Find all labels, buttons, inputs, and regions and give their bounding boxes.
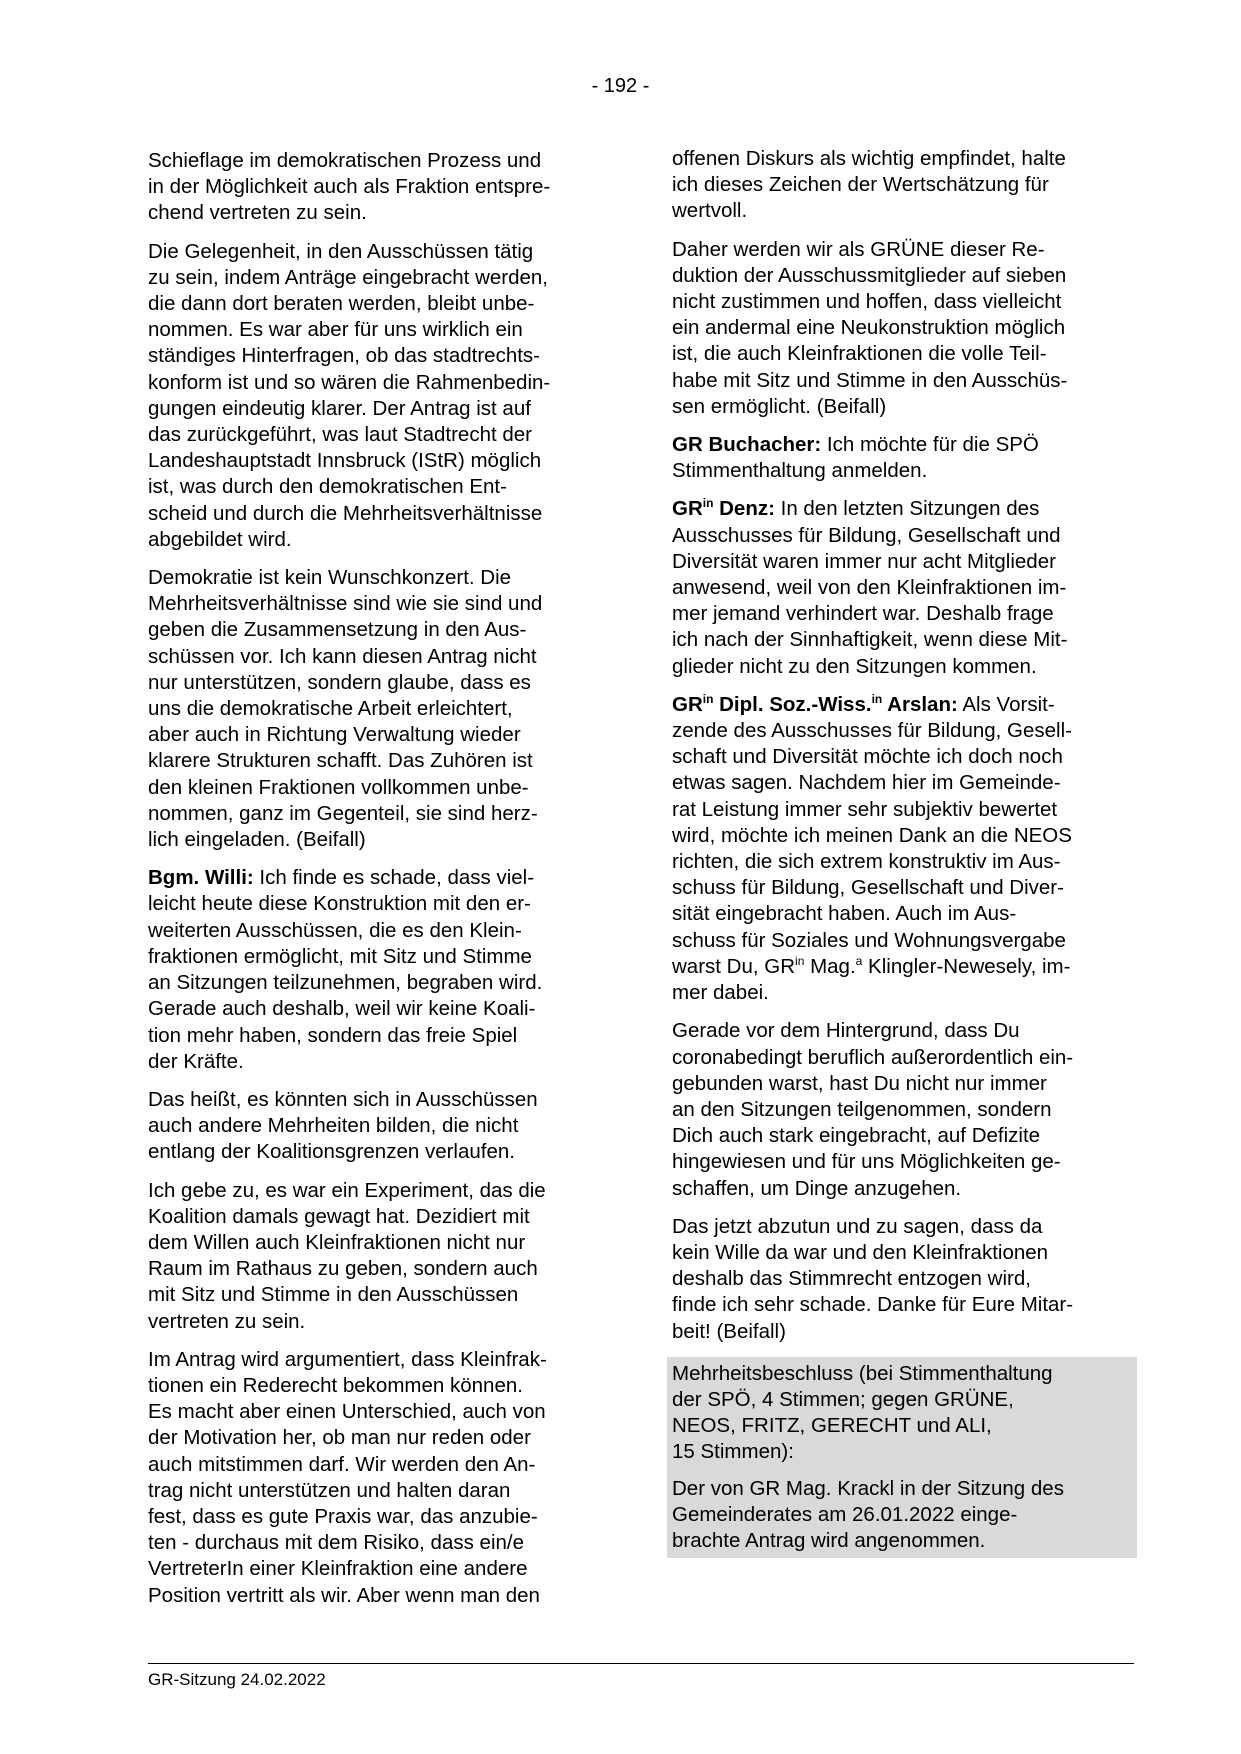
speaker-degree: Dipl. Soz.-Wiss. — [713, 692, 872, 716]
speaker-name: GR Buchacher: — [672, 433, 822, 457]
paragraph: offenen Diskurs als wichtig empfindet, halte ich dieses Zeichen der Wertschätzung für wertvoll. — [672, 147, 1066, 223]
speech-buchacher — [672, 432, 1132, 484]
left-column — [148, 148, 600, 1621]
title-suffix: a — [855, 953, 863, 968]
speech-text: Ich finde es schade, dass viel- leicht heute diese Konstruktion mit den er- weiterten Ausschüssen, die es den Klein- fraktionen ermöglicht, mit Sitz und Stimme an Sitzungen teilzunehmen, begraben wird. Gerade auch deshalb, weil wir keine Koali- tion mehr haben, sondern das freie Spiel der Kräfte. — [148, 866, 543, 1073]
resolution-vote: Mehrheitsbeschluss (bei Stimmenthaltung der SPÖ, 4 Stimmen; gegen GRÜNE, NEOS, FRITZ, GERECHT und ALI, 15 Stimmen): — [672, 1361, 1053, 1464]
speech-text: Ich möchte für die SPÖ Stimmenthaltung anmelden. — [672, 433, 1039, 483]
footer-divider — [148, 1663, 1134, 1664]
speaker-title-suffix: in — [702, 691, 714, 706]
speech-denz — [672, 496, 1132, 679]
paragraph: Ich gebe zu, es war ein Experiment, das die Koalition damals gewagt hat. Dezidiert mit dem Willen auch Kleinfraktionen nicht nur Raum im Rathaus zu geben, sondern auch mit Sitz und Stimme in den Ausschüssen vertreten zu sein. — [148, 1178, 546, 1333]
speech-text: In den letzten Sitzungen des Ausschusses für Bildung, Gesellschaft und Diversität waren immer nur acht Mitglieder anwesend, weil von den Kleinfraktionen im- mer jemand verhindert war. Deshalb frage ich nach der Sinnhaftigkeit, wenn diese Mit- glieder nicht zu den Sitzungen kommen. — [672, 497, 1068, 678]
paragraph: Gerade vor dem Hintergrund, dass Du coronabedingt beruflich außerordentlich ein- gebunden warst, hast Du nicht nur immer an den Sitzungen teilgenommen, sondern Dich auch stark eingebracht, auf Defizite hingewiesen und für uns Möglichkeiten ge- schaffen, um Dinge anzugehen. — [672, 1019, 1074, 1200]
speaker-name — [672, 693, 958, 716]
speaker-name — [672, 497, 775, 520]
paragraph: Das jetzt abzutun und zu sagen, dass da kein Wille da war und den Kleinfraktionen deshalb das Stimmrecht entzogen wird, finde ich sehr schade. Danke für Eure Mitar- beit! (Beifall) — [672, 1214, 1074, 1343]
resolution-text: Der von GR Mag. Krackl in der Sitzung des Gemeinderates am 26.01.2022 einge- brachte Antrag wird angenommen. — [672, 1476, 1064, 1552]
page-number: - 192 - — [591, 75, 650, 97]
speaker-title: GR — [672, 497, 703, 521]
paragraph: Schieflage im demokratischen Prozess und in der Möglichkeit auch als Fraktion entspre- chend vertreten zu sein. — [148, 149, 551, 225]
speech-willi — [148, 865, 600, 1075]
paragraph: Im Antrag wird argumentiert, dass Kleinfrak- tionen ein Rederecht bekommen können. Es macht aber einen Unterschied, auch von der Motivation her, ob man nur reden oder auch mitstimmen darf. Wir werden den An- trag nicht unterstützen und halten daran fest, dass es gute Praxis war, das anzubie- ten - durchaus mit dem Risiko, dass ein/e VertreterIn einer Kleinfraktion eine andere Position vertritt als wir. Aber wenn man den — [148, 1347, 547, 1607]
speaker-title: GR — [672, 692, 703, 716]
footer-session-date: GR-Sitzung 24.02.2022 — [148, 1670, 326, 1689]
speech-arslan — [672, 692, 1132, 1006]
resolution-box — [667, 1357, 1137, 1558]
speaker-name: Bgm. Willi: — [148, 866, 254, 890]
speaker-title-suffix: in — [702, 496, 714, 511]
speaker-degree-suffix: in — [871, 691, 883, 706]
speaker-surname: Arslan: — [882, 692, 958, 716]
paragraph: Daher werden wir als GRÜNE dieser Re- duktion der Ausschussmitglieder auf sieben nicht zustimmen und hoffen, dass vielleicht ein andermal eine Neukonstruktion möglich ist, die auch Kleinfraktionen die volle Teil- habe mit Sitz und Stimme in den Ausschüs- sen ermöglicht. (Beifall) — [672, 237, 1068, 418]
right-column — [672, 146, 1132, 1558]
speaker-surname: Denz: — [713, 497, 775, 521]
paragraph: Die Gelegenheit, in den Ausschüssen tätig zu sein, indem Anträge eingebracht werden, die dann dort beraten werden, bleibt unbe- nommen. Es war aber für uns wirklich ein ständiges Hinterfragen, ob das stadtrechts- konform ist und so wären die Rahmenbedin- gungen eindeutig klarer. Der Antrag ist auf das zurückgeführt, was laut Stadtrecht der Landeshauptstadt Innsbruck (IStR) möglich ist, was durch den demokratischen Ent- scheid und durch die Mehrheitsverhältnisse abgebildet wird. — [148, 239, 551, 551]
speech-text: Klingler-Newesely, im- mer dabei. — [672, 954, 1071, 1005]
title-suffix: in — [795, 953, 805, 968]
speech-text: Als Vorsit- zende des Ausschusses für Bildung, Gesell- schaft und Diversität möchte ich doch noch etwas sagen. Nachdem hier im Gemeinde- rat Leistung immer sehr subjektiv bewertet wird, möchte ich meinen Dank an die NEOS richten, die sich extrem konstruktiv im Aus- schuss für Bildung, Gesellschaft und Diver- sität eingebracht haben. Auch im Aus- schuss für Soziales und Wohnungsvergabe warst Du, GR — [672, 692, 1072, 978]
paragraph: Demokratie ist kein Wunschkonzert. Die Mehrheitsverhältnisse sind wie sie sind und geben die Zusammensetzung in den Aus- schüssen vor. Ich kann diesen Antrag nicht nur unterstützen, sondern glaube, dass es uns die demokratische Arbeit erleichtert, aber auch in Richtung Verwaltung wieder klarere Strukturen schafft. Das Zuhören ist den kleinen Fraktionen vollkommen unbe- nommen, ganz im Gegenteil, sie sind herz- lich eingeladen. (Beifall) — [148, 566, 543, 852]
speech-text: Mag. — [804, 954, 856, 978]
paragraph: Das heißt, es könnten sich in Ausschüssen auch andere Mehrheiten bilden, die nicht entlang der Koalitionsgrenzen verlaufen. — [148, 1087, 538, 1164]
